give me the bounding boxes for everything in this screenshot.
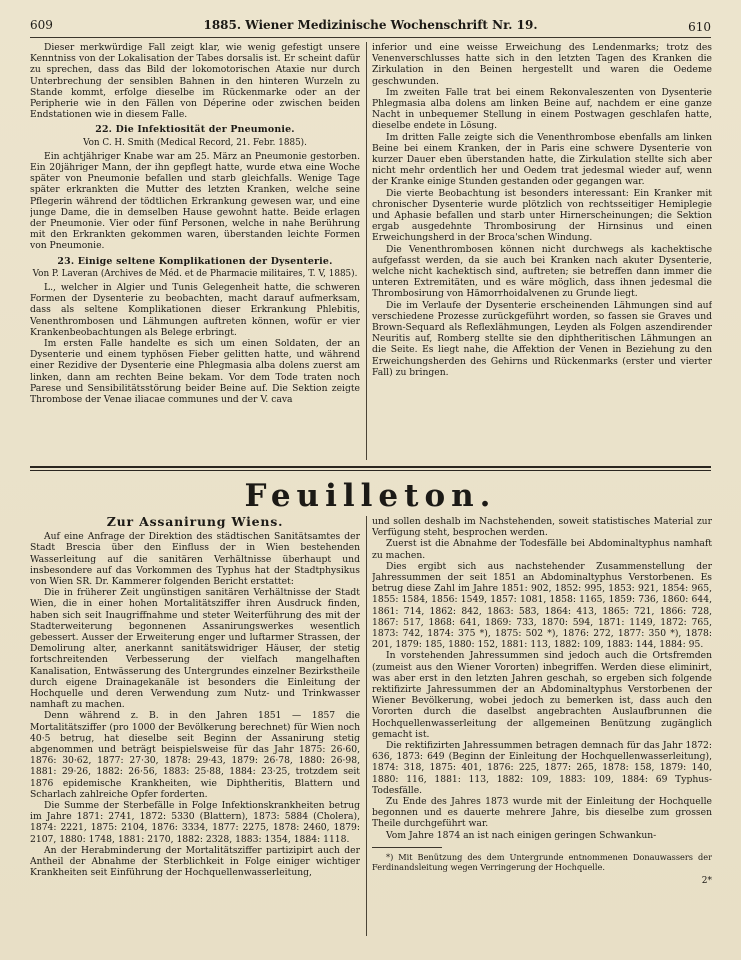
paragraph: Auf eine Anfrage der Direktion des städtischen Sanitätsamtes der Stadt Brescia über den Einfluss der in Wien bestehenden Wasserleitung auf die sanitären Verhältnisse überhaupt und insbesondere auf das Vorkommen des Typhus hat der Stadtphysikus von Wien SR. Dr. Kammerer folgenden Bericht erstattet: xyxy=(30,531,360,588)
feuilleton-title: Feuilleton. xyxy=(244,478,497,514)
bottom-right-column xyxy=(372,516,712,941)
column-divider xyxy=(366,42,367,460)
footnote: *) Mit Benützung des dem Untergrunde entnommenen Donauwassers der Ferdinandsleitung wegen Verringerung der Hochquelle. xyxy=(372,851,712,872)
paragraph: Die in früherer Zeit ungünstigen sanitären Verhältnisse der Stadt Wien, die in einer hohen Mortalitätsziffer ihren Ausdruck finden, haben sich seit Inaugriffnahme und steter Weiterführung des mit der Stadterweiterung begonnenen Assanirungswerkes wesentlich gebessert. Ausser der Erweiterung enger und luftarmer Strassen, der Demolirung alter, anerkannt sanitätswidriger Häuser, der stetig fortschreitenden Verbesserung der vielfach mangelhaften Kanalisation, Entwässerung des Untergrundes einzelner Bezirkstheile durch eigene Drainagekanäle ist besonders die Einleitung der Hochquelle und deren Verwendung zum Nutz- und Trinkwasser namhaft zu machen. xyxy=(30,587,360,711)
paragraph: und sollen deshalb im Nachstehenden, soweit statistisches Material zur Verfügung steht, besprochen werden. xyxy=(372,516,712,539)
section-rule xyxy=(30,470,711,471)
paragraph: Dies ergibt sich aus nachstehender Zusammenstellung der Jahressummen der seit 1851 an Abdominaltyphus Verstorbenen. Es betrug diese Zahl im Jahre 1851: 902, 1852: 995, 1853: 921, 1854: 965, 1855: 1584, 1856: 1549, 1857: 1081, 1858: 1165, 1859: 736, 1860: 644, 1861: 714, 1862: 842, 1863: 583, 1864: 413, 1865: 721, 1866: 728, 1867: 517, 1868: 641, 1869: 733, 1870: 594, 1871: 1149, 1872: 765, 1873: 742, 1874: 375 *), 1875: 502 *), 1876: 272, 1877: 350 *), 1878: 201, 1879: 185, 1880: 152, 1881: 113, 1882: 109, 1883: 144, 1884: 95. xyxy=(372,560,712,651)
top-right-column xyxy=(372,42,712,462)
paragraph: In vorstehenden Jahressummen sind jedoch auch die Ortsfremden (zumeist aus den Wiener Vororten) inbegriffen. Werden diese eliminirt, was aber erst in den letzten Jahren geschah, so ergeben sich folgende rektifizirte Jahressummen der an Abdominaltyphus Verstorbenen der Wiener Bevölkerung, wobei jedoch zu bemerken ist, dass auch den Vororten durch die daselbst angebrachten Auslaufbrunnen die Hochquellenwasserleitung der allgemeinen Benützung zugänglich gemacht ist. xyxy=(372,650,712,740)
bottom-left-column xyxy=(30,516,360,936)
paragraph: Im zweiten Falle trat bei einem Rekonvaleszenten von Dysenterie Phlegmasia alba dolens am linken Beine auf, nachdem er eine ganze Nacht in unbequemer Stellung in einem Postwagen geschlafen hatte, dieselbe endete in Lösung. xyxy=(372,86,712,132)
paragraph: Dieser merkwürdige Fall zeigt klar, wie wenig gefestigt unsere Kenntniss von der Lokalisation der Tabes dorsalis ist. Er scheint dafür zu sprechen, dass das Bild der lokomotorischen Ataxie nur durch Unterbrechung der sensiblen Bahnen in den hinteren Wurzeln zu Stande kommt, erfolge dieselbe im Rückenmarke oder an der Peripherie wie in den Fällen von Déperine oder zwischen beiden Endstationen wie in diesem Falle. xyxy=(30,42,360,121)
section-heading-22: 22. Die Infektiosität der Pneumonie. xyxy=(95,124,295,136)
paragraph: Die im Verlaufe der Dysenterie erscheinenden Lähmungen sind auf verschiedene Prozesse zurückgeführt worden, so fassen sie Graves und Brown-Sequard als Reflexlähmungen, Leyden als Folgen aszendirender Neuritis auf, Romberg stellte sie den diphtheritischen Lähmungen an die Seite. Es liegt nahe, die Affektion der Venen in Beziehung zu den Erweichungsherden des Gehirns und Rückenmarks (erster und vierter Fall) zu bringen. xyxy=(372,299,712,378)
paragraph: Zuerst ist die Abnahme der Todesfälle bei Abdominaltyphus namhaft zu machen. xyxy=(372,538,712,561)
byline-23: Von P. Laveran (Archives de Méd. et de Pharmacie militaires, T. V, 1885). xyxy=(32,268,358,279)
running-head xyxy=(30,18,711,34)
paragraph: inferior und eine weisse Erweichung des Lendenmarks; trotz des Venenverschlusses hatte sich in den letzten Tagen des Kranken die Zirkulation in den Beinen hergestellt und waren die Oedeme geschwunden. xyxy=(372,42,712,87)
paragraph: Denn während z. B. in den Jahren 1851 — 1857 die Mortalitätsziffer (pro 1000 der Bevölkerung berechnet) für Wien noch 40·5 betrug, hat dieselbe seit Beginn der Assanirung stetig abgenommen und beträgt beispielsweise für das Jahr 1875: 26·60, 1876: 30·62, 1877: 27·30, 1878: 29·43, 1879: 26·78, 1880: 26·98, 1881: 29·26, 1882: 26·56, 1883: 25·88, 1884: 23·25, trotzdem seit 1876 epidemische Krankheiten, wie Diphtheritis, Blattern und Scharlach zahlreiche Opfer forderten. xyxy=(30,710,360,800)
paragraph: Die Venenthrombosen können nicht durchwegs als kachektische aufgefasst werden, da sie auch bei Kranken nach akuter Dysenterie, welche nicht kachektisch sind, auftreten; sie betreffen dann immer die unteren Extremitäten, und es wäre möglich, dass ihnen jedesmal die Thrombosirung von Hämorrhoidalvenen zu Grunde liegt. xyxy=(372,243,712,300)
top-left-column xyxy=(30,42,360,462)
paragraph: Ein achtjähriger Knabe war am 25. März an Pneumonie gestorben. Ein 20jähriger Mann, der ihn gepflegt hatte, wurde etwa eine Woche später von Pneumonie befallen und starb gleichfalls. Wenige Tage später erkrankten die Mutter des letzten Kranken, welche seine Pflegerin während der tödtlichen Erkrankung gewesen war, und eine junge Dame, die in demselben Hause gewohnt hatte. Beide erlagen der Pneumonie. Vier oder fünf Personen, welche in nahe Berührung mit den Erkrankten gekommen waren, überstanden leichte Formen von Pneumonie. xyxy=(30,150,360,252)
paragraph: Im ersten Falle handelte es sich um einen Soldaten, der an Dysenterie und einem typhösen Fieber gelitten hatte, und während einer Rezidive der Dysenterie eine Phlegmasia alba dolens zuerst am linken, dann am rechten Beine bekam. Vor dem Tode traten noch Parese und Sensibilitätsstörung beider Beine auf. Die Sektion zeigte Thrombose der Venae iliacae communes und der V. cava xyxy=(30,338,360,406)
paragraph: Die Summe der Sterbefälle in Folge Infektionskrankheiten betrug im Jahre 1871: 2741, 1872: 5330 (Blattern), 1873: 5884 (Cholera), 1874: 2221, 1875: 2104, 1876: 3334, 1877: 2275, 1878: 2460, 1879: 2107, 1880: 1748, 1881: 2170, 1882: 2328, 1883: 1354, 1884: 1118. xyxy=(30,800,360,845)
article-title: Zur Assanirung Wiens. xyxy=(106,516,284,529)
paragraph: Die vierte Beobachtung ist besonders interessant: Ein Kranker mit chronischer Dysenterie wurde plötzlich von rechtsseitiger Hemiplegie und Aphasie befallen und starb unter Hirnerscheinungen; die Sektion ergab ausgedehnte Thrombosirung der Hirnsinus und einen Erweichungsherd in der Broca'schen Windung. xyxy=(372,187,712,244)
signature-mark: 2* xyxy=(701,875,712,886)
paragraph: Zu Ende des Jahres 1873 wurde mit der Einleitung der Hochquelle begonnen und es dauerte mehrere Jahre, bis dieselbe zum grossen Theile durchgeführt war. xyxy=(372,796,712,830)
paragraph: Vom Jahre 1874 an ist nach einigen geringen Schwankun- xyxy=(386,829,657,841)
column-divider xyxy=(366,516,367,936)
section-rule xyxy=(30,466,711,468)
page-number-left: 609 xyxy=(30,18,53,32)
section-heading-23: 23. Einige seltene Komplikationen der Dysenterie. xyxy=(57,255,333,267)
paragraph: L., welcher in Algier und Tunis Gelegenheit hatte, die schweren Formen der Dysenterie zu beobachten, macht darauf aufmerksam, dass als seltene Komplikationen dieser Erkrankung Phlebitis, Venenthrombosen und Lähmungen auftreten können, wofür er vier Krankenbeobachtungen als Belege erbringt. xyxy=(30,282,360,338)
paragraph: Die rektifizirten Jahressummen betragen demnach für das Jahr 1872: 636, 1873: 649 (Beginn der Einleitung der Hochquellenwasserleitung), 1874: 318, 1875: 401, 1876: 225, 1877: 265, 1878: 158, 1879: 140, 1880: 116, 1881: 113, 1882: 109, 1883: 109, 1884: 69 Typhus-Todesfälle. xyxy=(372,740,712,796)
footnote-rule xyxy=(372,847,442,848)
page-number-right: 610 xyxy=(688,20,711,34)
paragraph: An der Herabminderung der Mortalitätsziffer partizipirt auch der Antheil der Abnahme der Sterblichkeit in Folge einiger wichtiger Krankheiten seit Einführung der Hochquellenwasserleitung, xyxy=(30,844,360,879)
header-rule xyxy=(30,37,711,38)
paragraph: Im dritten Falle zeigte sich die Venenthrombose ebenfalls am linken Beine bei einem Kranken, der in Paris eine schwere Dysenterie von kurzer Dauer eben überstanden hatte, die Zirkulation stellte sich aber nicht mehr ordentlich her und Oedem trat jedesmal wieder auf, wenn der Kranke einige Stunden gestanden oder gegangen war. xyxy=(372,131,712,188)
byline-22: Von C. H. Smith (Medical Record, 21. Febr. 1885). xyxy=(83,137,307,148)
journal-title: 1885. Wiener Medizinische Wochenschrift Nr. 19. xyxy=(203,18,538,32)
